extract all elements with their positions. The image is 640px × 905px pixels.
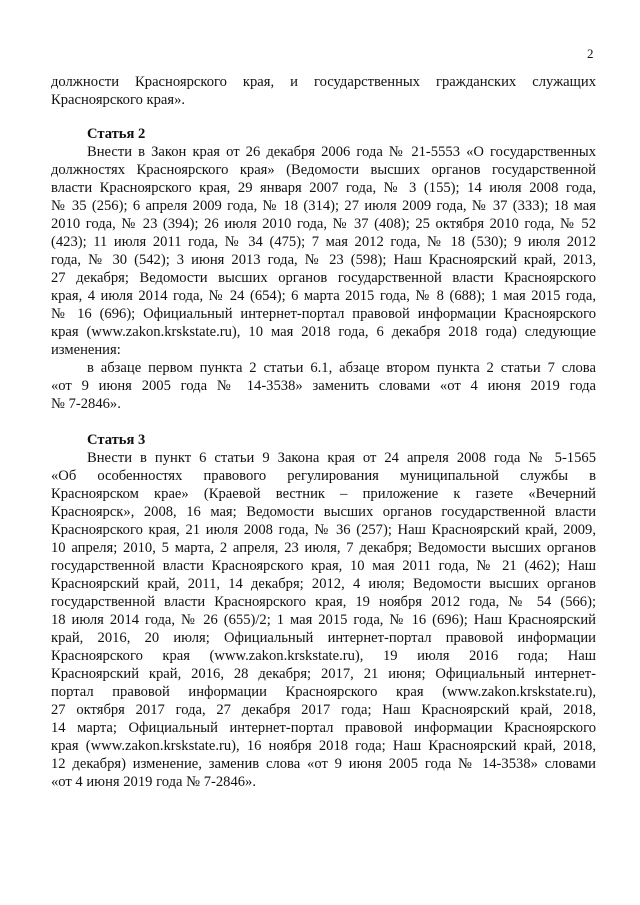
article-2-line: власти Красноярского края, 29 января 2007 года, № 3 (155); 14 июля 2008 года, <box>51 180 596 196</box>
article-2-line: Внести в Закон края от 26 декабря 2006 года № 21-5553 «О государственных <box>87 144 596 160</box>
article-3-heading: Статья 3 <box>87 432 146 448</box>
article-3-line: Красноярский край, 2016, 28 декабря; 2017, 21 июня; Официальный интернет- <box>51 666 596 682</box>
article-2-line: 27 декабря; Ведомости высших органов государственной власти Красноярского <box>51 270 596 286</box>
article-2-line: должностях Красноярского края» (Ведомости высших органов государственной <box>51 162 596 178</box>
article-3-line: 12 декабря) изменение, заменив слова «от 9 июня 2005 года № 14-3538» словами <box>51 756 596 772</box>
article-2-amendment-line: в абзаце первом пункта 2 статьи 6.1, абзаце втором пункта 2 статьи 7 слова <box>87 360 596 376</box>
article-2-line: изменения: <box>51 342 121 358</box>
article-2-line: № 35 (256); 6 апреля 2009 года, № 18 (314); 27 июля 2009 года, № 37 (333); 18 мая <box>51 198 596 214</box>
article-3-line: Красноярск», 2008, 16 мая; Ведомости высших органов государственной власти <box>51 504 596 520</box>
article-3-line: Внести в пункт 6 статьи 9 Закона края от 24 апреля 2008 года № 5-1565 <box>87 450 596 466</box>
article-2-line: края (www.zakon.krskstate.ru), 10 мая 2018 года, 6 декабря 2018 года) следующие <box>51 324 596 340</box>
article-2-line: № 16 (696); Официальный интернет-портал правовой информации Красноярского <box>51 306 596 322</box>
article-3-line: государственной власти Красноярского края, 10 мая 2011 года, № 21 (462); Наш <box>51 558 596 574</box>
article-3-line: Красноярском крае» (Краевой вестник – приложение к газете «Вечерний <box>51 486 596 502</box>
article-3-line: 27 октября 2017 года, 27 декабря 2017 года; Наш Красноярский край, 2018, <box>51 702 596 718</box>
article-3-line: Красноярский край, 2011, 14 декабря; 2012, 4 июля; Ведомости высших органов <box>51 576 596 592</box>
page-number: 2 <box>587 46 594 61</box>
article-2-line: 2010 года, № 23 (394); 26 июля 2010 года, № 37 (408); 25 октября 2010 года, № 52 <box>51 216 596 232</box>
article-3-line: 18 июля 2014 года, № 26 (655)/2; 1 мая 2015 года, № 16 (696); Наш Красноярский <box>51 612 596 628</box>
article-2-amendment-line: № 7-2846». <box>51 396 121 412</box>
intro-line: Красноярского края». <box>51 92 186 108</box>
article-3-line: Красноярского края, 21 июля 2008 года, № 36 (257); Наш Красноярский край, 2009, <box>51 522 596 538</box>
article-3-line: 10 апреля; 2010, 5 марта, 2 апреля, 23 июля, 7 декабря; Ведомости высших органов <box>51 540 596 556</box>
article-3-line: государственной власти Красноярского края, 19 ноября 2012 года, № 54 (566); <box>51 594 596 610</box>
article-3-line: «от 4 июня 2019 года № 7-2846». <box>51 774 257 790</box>
article-3-line: Красноярского края (www.zakon.krskstate.ru), 19 июля 2016 года; Наш <box>51 648 596 664</box>
article-3-line: края (www.zakon.krskstate.ru), 16 ноября 2018 года; Наш Красноярский край, 2018, <box>51 738 596 754</box>
article-3-line: портал правовой информации Красноярского края (www.zakon.krskstate.ru), <box>51 684 596 700</box>
article-2-heading: Статья 2 <box>87 126 146 142</box>
article-2-amendment-line: «от 9 июня 2005 года № 14-3538» заменить словами «от 4 июня 2019 года <box>51 378 596 394</box>
article-3-line: 14 марта; Официальный интернет-портал правовой информации Красноярского <box>51 720 596 736</box>
intro-line: должности Красноярского края, и государственных гражданских служащих <box>51 74 596 90</box>
article-2-line: (423); 11 июля 2011 года, № 34 (475); 7 мая 2012 года, № 18 (530); 9 июля 2012 <box>51 234 596 250</box>
article-2-line: года, № 30 (542); 3 июня 2013 года, № 23 (598); Наш Красноярский край, 2013, <box>51 252 596 268</box>
article-2-line: края, 4 июля 2014 года, № 24 (654); 6 марта 2015 года, № 8 (688); 1 мая 2015 года, <box>51 288 596 304</box>
article-3-line: край, 2016, 20 июля; Официальный интернет-портал правовой информации <box>51 630 596 646</box>
article-3-line: «Об особенностях правового регулирования муниципальной службы в <box>51 468 596 484</box>
